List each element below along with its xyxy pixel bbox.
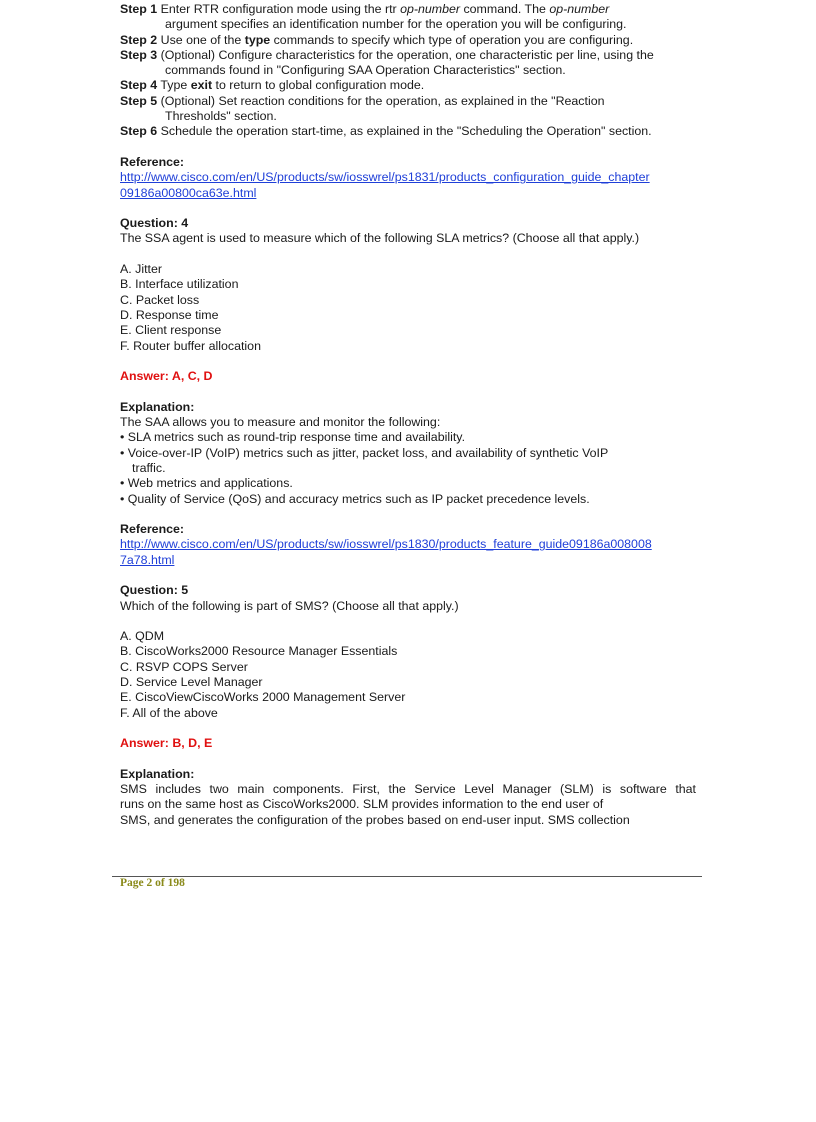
- answer-5: Answer: B, D, E: [120, 736, 213, 751]
- page-number: Page 2 of 198: [120, 877, 185, 889]
- option: D. Service Level Manager: [120, 675, 263, 690]
- reference-link-1-part1[interactable]: http://www.cisco.com/en/US/products/sw/iosswrel/ps1831/products_configuration_guide_chapter: [120, 170, 650, 185]
- option: A. QDM: [120, 629, 165, 644]
- step-number: Step 6: [120, 124, 158, 139]
- option: E. CiscoViewCiscoWorks 2000 Management Server: [120, 690, 406, 705]
- answer-4: Answer: A, C, D: [120, 369, 213, 384]
- explanation-label: Explanation:: [120, 766, 195, 781]
- bullet-item: • SLA metrics such as round-trip response time and availability.: [120, 430, 466, 445]
- step-1: Step 1 Enter RTR configuration mode using the rtr op-number command. The op-number: [120, 2, 610, 16]
- reference-link-2-part2[interactable]: 7a78.html: [120, 552, 175, 567]
- step-4: Step 4 Type exit to return to global configuration mode.: [120, 78, 425, 93]
- reference-link-1-cont[interactable]: [120, 186, 696, 201]
- page-content: [120, 2, 696, 828]
- explanation-label: Explanation:: [120, 399, 195, 414]
- step-number: Step 3: [120, 47, 158, 62]
- explanation-line: runs on the same host as CiscoWorks2000. SLM provides information to the end user of: [120, 797, 604, 812]
- step-6: Step 6 Schedule the operation start-time, as explained in the "Scheduling the Operation" section.: [120, 124, 652, 139]
- option: A. Jitter: [120, 262, 162, 277]
- reference-link-2-cont[interactable]: [120, 553, 696, 568]
- bullet-item-continuation: traffic.: [132, 460, 166, 475]
- step-number: Step 2: [120, 32, 158, 47]
- bullet-item: • Voice-over-IP (VoIP) metrics such as jitter, packet loss, and availability of synthetic VoIP: [120, 445, 609, 460]
- step-5: Step 5 (Optional) Set reaction conditions for the operation, as explained in the "Reaction: [120, 93, 605, 108]
- step-number: Step 1: [120, 2, 158, 16]
- step-number: Step 4: [120, 78, 158, 93]
- option: F. All of the above: [120, 705, 218, 720]
- reference-link-2-part1[interactable]: http://www.cisco.com/en/US/products/sw/iosswrel/ps1830/products_feature_guide09186a008008: [120, 537, 652, 552]
- option: C. Packet loss: [120, 292, 200, 307]
- step-5-continuation: Thresholds" section.: [165, 109, 277, 124]
- reference-link-1-part2[interactable]: 09186a00800ca63e.html: [120, 185, 257, 200]
- option: C. RSVP COPS Server: [120, 659, 248, 674]
- reference-label: Reference:: [120, 522, 185, 537]
- option: B. Interface utilization: [120, 277, 239, 292]
- reference-link-2[interactable]: [120, 537, 696, 552]
- option: D. Response time: [120, 307, 219, 322]
- option: E. Client response: [120, 323, 222, 338]
- explanation-line: SMS, and generates the configuration of the probes based on end-user input. SMS collection: [120, 812, 630, 827]
- reference-label: Reference:: [120, 154, 185, 169]
- option: B. CiscoWorks2000 Resource Manager Essentials: [120, 644, 398, 659]
- bullet-item: • Quality of Service (QoS) and accuracy metrics such as IP packet precedence levels.: [120, 491, 590, 506]
- reference-link-1[interactable]: [120, 170, 696, 185]
- bullet-item: • Web metrics and applications.: [120, 476, 293, 491]
- explanation-intro: The SAA allows you to measure and monitor the following:: [120, 415, 441, 430]
- explanation-line: SMS includes two main components. First, the Service Level Manager (SLM) is software that: [120, 782, 696, 797]
- footer-divider: [112, 876, 702, 877]
- question-5-title: Question: 5: [120, 583, 189, 598]
- step-number: Step 5: [120, 93, 158, 108]
- step-2: Step 2 Use one of the type commands to specify which type of operation you are configuring.: [120, 32, 634, 47]
- question-4-text: The SSA agent is used to measure which of the following SLA metrics? (Choose all that apply.): [120, 231, 640, 246]
- step-1-continuation: argument specifies an identification number for the operation you will be configuring.: [165, 17, 627, 32]
- step-3: Step 3 (Optional) Configure characteristics for the operation, one characteristic per line, using the: [120, 47, 654, 62]
- question-5-text: Which of the following is part of SMS? (Choose all that apply.): [120, 598, 459, 613]
- question-4-title: Question: 4: [120, 216, 189, 231]
- option: F. Router buffer allocation: [120, 338, 261, 353]
- step-3-continuation: commands found in "Configuring SAA Operation Characteristics" section.: [165, 63, 566, 78]
